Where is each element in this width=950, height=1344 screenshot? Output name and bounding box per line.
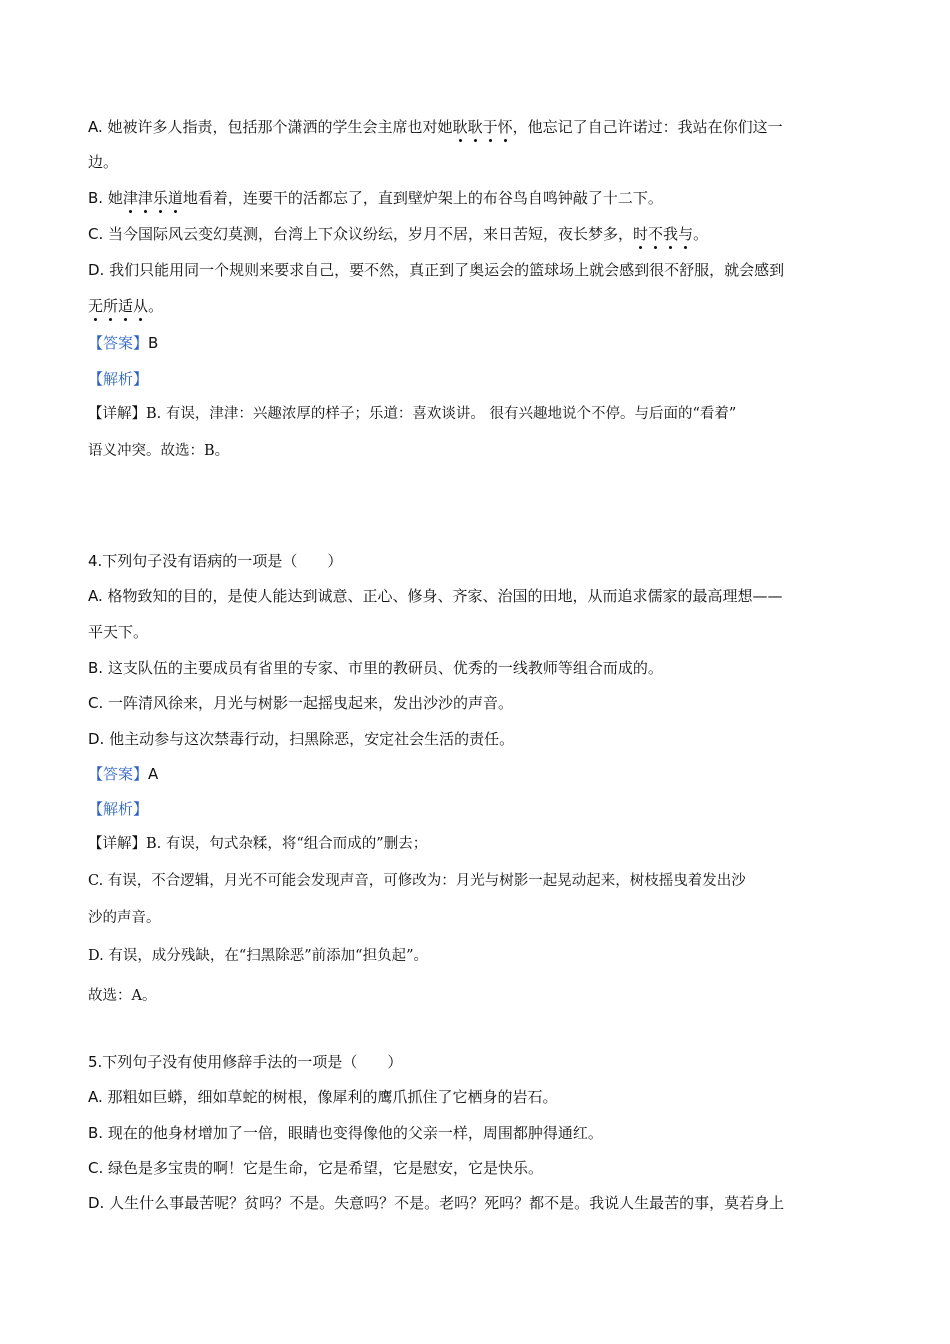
q3-option-c-text: C. 当今国际风云变幻莫测，台湾上下众议纷纭，岁月不居，来日苦短，夜长梦多，: [88, 225, 634, 243]
q4-analysis-tag: 【解析】: [88, 800, 149, 818]
q3-option-a-cont: 边。: [88, 153, 119, 171]
q4-option-c: C. 一阵清风徐来，月光与树影一起摇曳起来，发出沙沙的声音。: [88, 694, 514, 712]
q4-option-a-cont: 平天下。: [88, 623, 149, 641]
detail-text: B. 有误，句式杂糅，将“组合而成的”删去；: [146, 836, 428, 852]
emphasis-char: 适: [118, 297, 134, 315]
q3-analysis-tag: 【解析】: [88, 370, 149, 388]
q4-detail-conclusion: 故选：A。: [88, 988, 157, 1004]
answer-tag: 【答案】: [88, 334, 149, 352]
emphasis-char: 耿: [467, 118, 483, 136]
detail-text: B. 有误，津津：兴趣浓厚的样子；乐道：喜欢谈讲。 很有兴趣地说个不停。与后面的“看着”: [146, 406, 737, 422]
emphasis-char: 津: [137, 189, 153, 207]
q3-option-d-text-end: 。: [148, 297, 164, 315]
q3-option-c: [88, 224, 708, 244]
emphasis-char: 与: [678, 225, 694, 243]
answer-value: A: [148, 765, 159, 783]
emphasis-char: 我: [663, 225, 679, 243]
emphasis-char: 道: [167, 189, 183, 207]
q5-stem: 5.下列句子没有使用修辞手法的一项是（ ）: [88, 1053, 403, 1071]
emphasis-char: 从: [133, 297, 149, 315]
q5-option-b: B. 现在的他身材增加了一倍，眼睛也变得像他的父亲一样，周围都肿得通红。: [88, 1124, 603, 1142]
emphasis-char: 不: [648, 225, 664, 243]
q4-answer: [88, 764, 158, 784]
q4-detail-d: D. 有误，成分残缺，在“扫黑除恶”前添加“担负起”。: [88, 948, 428, 964]
detail-tag: 【详解】: [88, 836, 146, 852]
q5-option-a: A. 那粗如巨蟒，细如草蛇的树根，像犀利的鹰爪抓住了它栖身的岩石。: [88, 1088, 558, 1106]
q3-option-c-emphasis: [633, 225, 693, 243]
q4-detail-c-cont: 沙的声音。: [88, 910, 161, 926]
q4-option-b: B. 这支队伍的主要成员有省里的专家、市里的教研员、优秀的一线教师等组合而成的。: [88, 659, 663, 677]
q3-option-b-emphasis: [123, 189, 183, 207]
answer-tag: 【答案】: [88, 765, 149, 783]
q3-option-d-cont: [88, 296, 163, 316]
q3-option-a-text: A. 她被许多人指责，包括那个潇洒的学生会主席也对她: [88, 118, 453, 136]
q3-option-d-emphasis: [88, 297, 148, 315]
emphasis-char: 怀: [497, 118, 513, 136]
q3-option-d: D. 我们只能用同一个规则来要求自己，要不然，真正到了奥运会的篮球场上就会感到很不舒服，就会感到: [88, 261, 785, 279]
emphasis-char: 时: [633, 225, 649, 243]
q3-option-c-text-end: 。: [693, 225, 709, 243]
q5-option-d: D. 人生什么事最苦呢？贫吗？不是。失意吗？不是。老吗？死吗？都不是。我说人生最苦的事，莫若身上: [88, 1194, 785, 1212]
answer-value: B: [148, 334, 159, 352]
q3-option-b-text-end: 地看着，连要干的活都忘了，直到壁炉架上的布谷鸟自鸣钟敲了十二下。: [182, 189, 663, 207]
emphasis-char: 乐: [152, 189, 168, 207]
q4-detail: [88, 834, 427, 854]
q4-detail-c: C. 有误，不合逻辑，月光不可能会发现声音，可修改为：月光与树影一起晃动起来，树枝摇曳着发出沙: [88, 873, 746, 889]
q5-option-c: C. 绿色是多宝贵的啊！它是生命，它是希望，它是慰安，它是快乐。: [88, 1159, 544, 1177]
q3-option-b-text: B. 她: [88, 189, 123, 207]
emphasis-char: 津: [122, 189, 138, 207]
q3-detail-cont: 语义冲突。故选：B。: [88, 443, 230, 459]
q4-option-a: A. 格物致知的目的，是使人能达到诚意、正心、修身、齐家、治国的田地，从而追求儒家的最高理想——: [88, 587, 783, 605]
q3-detail: [88, 404, 736, 424]
q4-option-d: D. 他主动参与这次禁毒行动，扫黑除恶，安定社会生活的责任。: [88, 730, 515, 748]
q3-answer: [88, 333, 158, 353]
emphasis-char: 无: [88, 297, 104, 315]
emphasis-char: 于: [482, 118, 498, 136]
detail-tag: 【详解】: [88, 406, 146, 422]
q3-option-a-emphasis: [453, 118, 513, 136]
q4-stem: 4.下列句子没有语病的一项是（ ）: [88, 552, 343, 570]
emphasis-char: 耿: [452, 118, 468, 136]
emphasis-char: 所: [103, 297, 119, 315]
q3-option-b: [88, 188, 663, 208]
q3-option-a: [88, 117, 783, 137]
q3-option-a-text-end: ，他忘记了自己许诺过：我站在你们这一: [512, 118, 783, 136]
